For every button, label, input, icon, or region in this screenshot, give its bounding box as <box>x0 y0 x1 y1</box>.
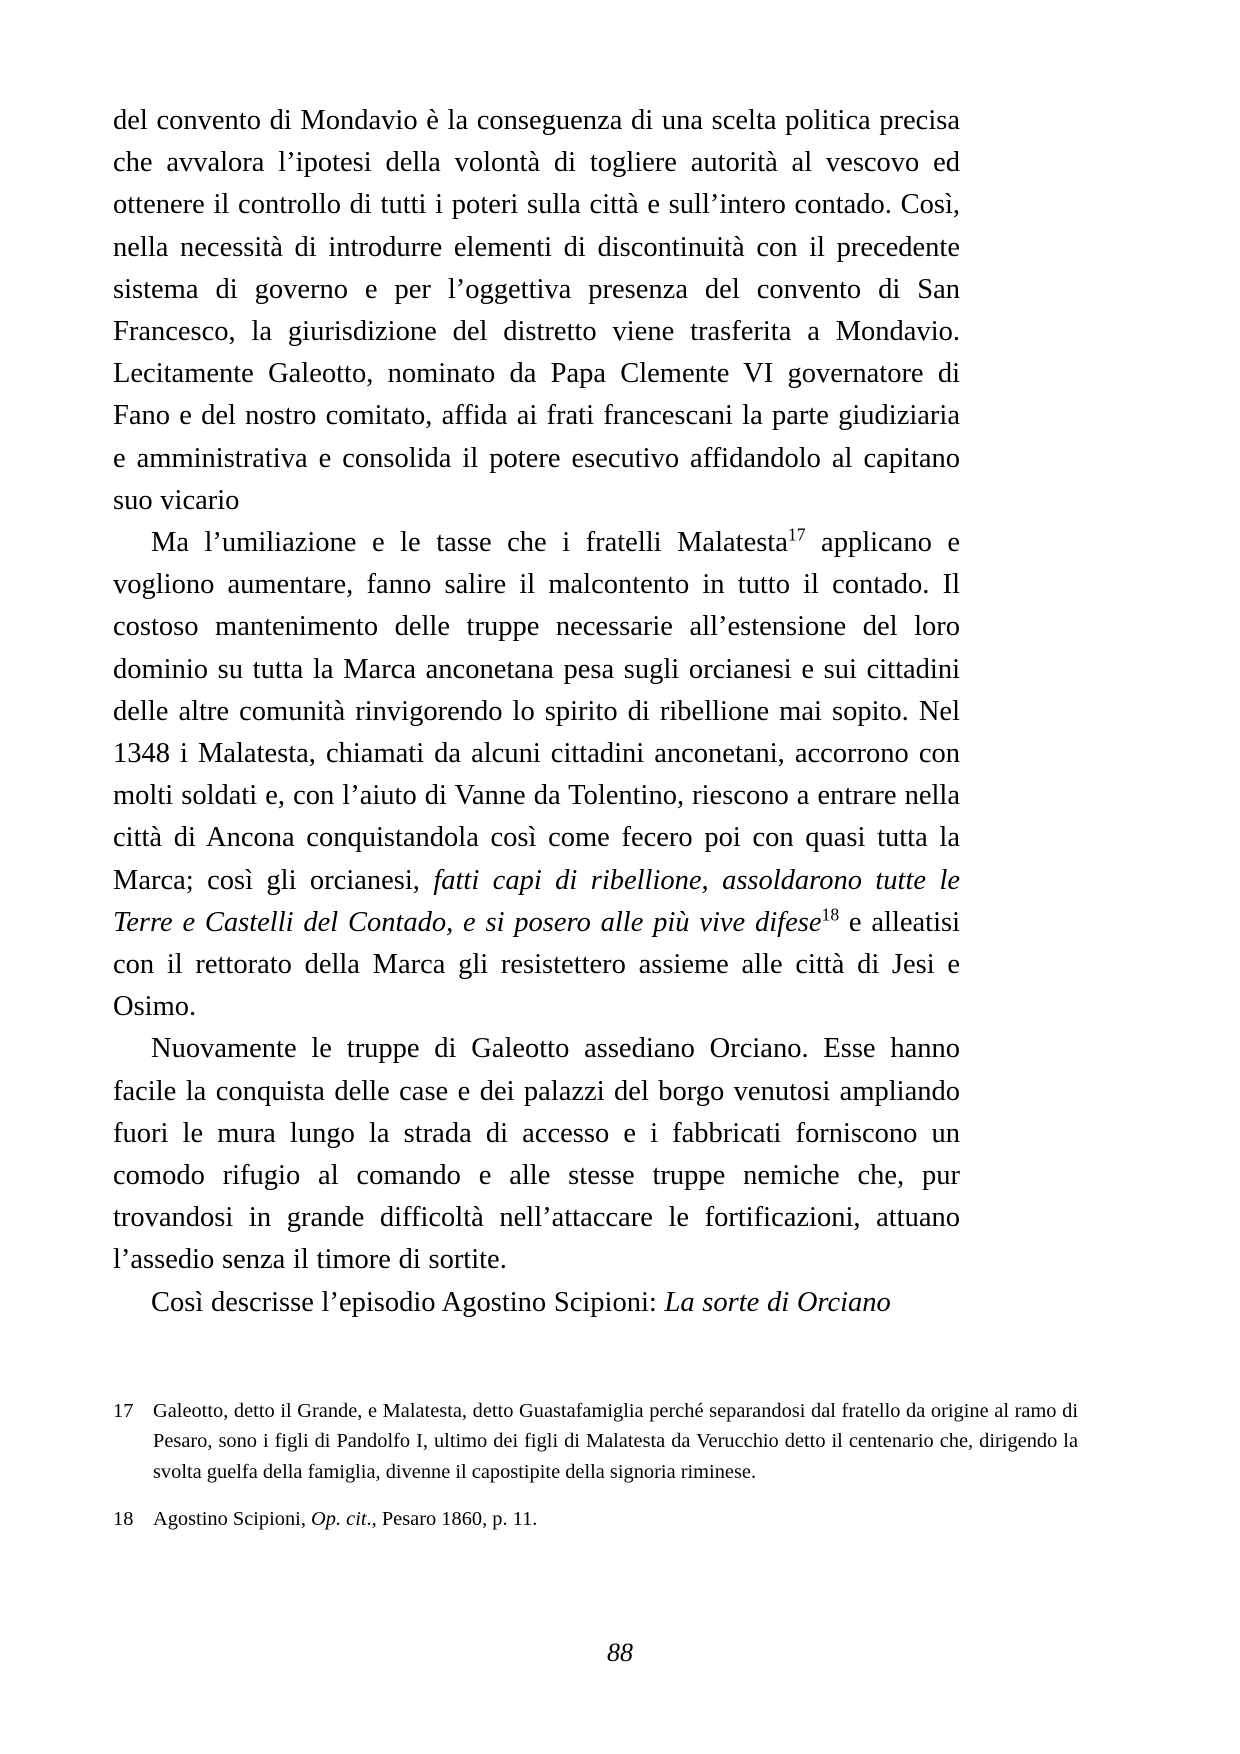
page-number: 88 <box>607 1638 633 1667</box>
footnote-number: 17 <box>113 1400 134 1422</box>
footnote-section <box>113 1396 1078 1535</box>
italic-run: Op. cit <box>311 1508 367 1531</box>
text-run: ., Pesaro 1860, p. 11. <box>366 1508 538 1531</box>
italic-run: La sorte di Orciano <box>664 1286 891 1318</box>
footnote-18 <box>113 1504 1078 1534</box>
text-run: Ma l’umiliazione e le tasse che i fratelli Malatesta <box>151 527 788 559</box>
text-run: applicano e vogliono aumentare, fanno salire il malcontento in tutto il contado. Il costoso mantenimento delle truppe necessarie all’estensione del loro dominio su tutta la Marca anconetana pesa sugli orcianesi e sui cittadini delle altre comunità rinvigorendo lo spirito di ribellione mai sopito. Nel 1348 i Malatesta, chiamati da alcuni cittadini anconetani, accorrono con molti soldati e, con l’aiuto di Vanne da Tolentino, riescono a entrare nella città di Ancona conquistandola così come fecero poi con quasi tutta la Marca; così gli orcianesi, <box>113 527 960 896</box>
text-run: e alleatisi con il rettorato della Marca gli resistettero assieme alle città di Jesi e Osimo. <box>113 906 961 1023</box>
text-run: Agostino Scipioni, <box>153 1508 312 1531</box>
text-run: Così descrisse l’episodio Agostino Scipioni: <box>151 1286 665 1318</box>
body-paragraph-3: Nuovamente le truppe di Galeotto assediano Orciano. Esse hanno facile la conquista delle case e dei palazzi del borgo venutosi ampliando fuori le mura lungo la strada di accesso e i fabbricati forniscono un comodo rifugio al comando e alle stesse truppe nemiche che, pur trovandosi in grande difficoltà nell’attaccare le fortificazioni, attuano l’assedio senza il timore di sortite. <box>113 1033 960 1276</box>
footnote-text: Galeotto, detto il Grande, e Malatesta, detto Guastafamiglia perché separandosi dal fratello da origine al ramo di Pesaro, sono i figli di Pandolfo I, ultimo dei figli di Malatesta da Verucchio detto il centenario che, dirigendo la svolta guelfa della famiglia, divenne il capostipite della signoria riminese. <box>153 1400 1078 1483</box>
footnote-text <box>153 1504 1078 1534</box>
body-paragraph-4 <box>113 1282 960 1324</box>
main-text-block <box>113 100 960 1324</box>
footnote-17 <box>113 1396 1078 1487</box>
footnote-number: 18 <box>113 1508 134 1531</box>
footnote-reference: 17 <box>787 524 806 545</box>
footnote-reference: 18 <box>821 904 840 925</box>
italic-run: fatti capi di ribellione, assoldarono tutte le Terre e Castelli del Contado, e si posero alle più vive difese <box>113 864 961 938</box>
body-paragraph-2 <box>113 522 960 1028</box>
body-paragraph-1: del convento di Mondavio è la conseguenza di una scelta politica precisa che avvalora l’ipotesi della volontà di togliere autorità al vescovo ed ottenere il controllo di tutti i poteri sulla città e sull’intero contado. Così, nella necessità di introdurre elementi di discontinuità con il precedente sistema di governo e per l’oggettiva presenza del convento di San Francesco, la giurisdizione del distretto viene trasferita a Mondavio. Lecitamente Galeotto, nominato da Papa Clemente VI governatore di Fano e del nostro comitato, affida ai frati francescani la parte giudiziaria e amministrativa e consolida il potere esecutivo affidandolo al capitano suo vicario <box>113 105 960 516</box>
